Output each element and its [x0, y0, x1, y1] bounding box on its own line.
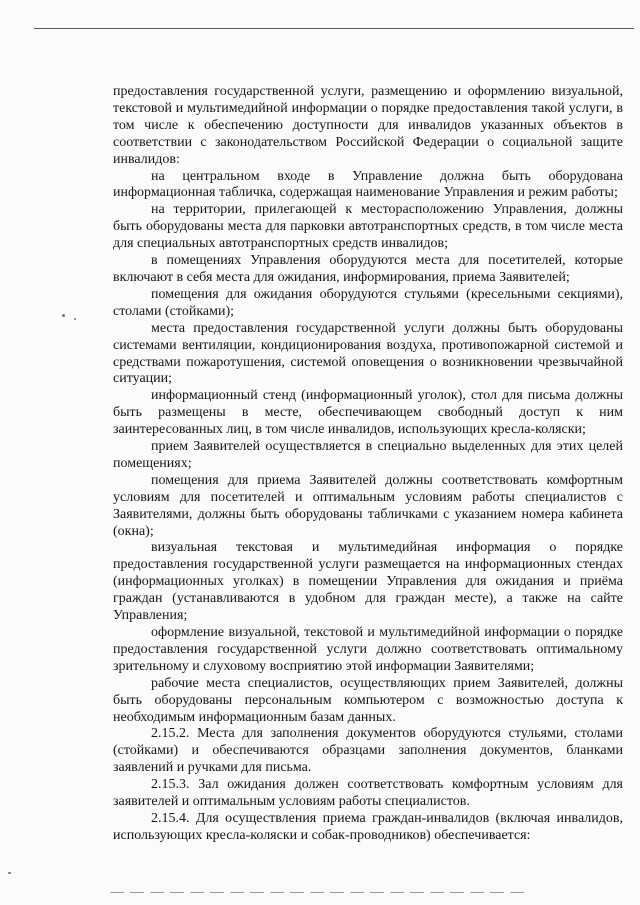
paragraph: оформление визуальной, текстовой и мультимедийной информации о порядке предоставления государственной услуги должно соответствовать оптимальному зрительному и слуховому восприятию этой информации Заявителями; — [113, 625, 623, 674]
paragraph: предоставления государственной услуги, размещению и оформлению визуальной, текстовой и мультимедийной информации о порядке предоставления такой услуги, в том числе к обеспечению доступности для инвалидов указанных объектов в соответствии с законодательством Российской Федерации о социальной защите инвалидов: — [113, 84, 623, 167]
section-paragraph: 2.15.2. Места для заполнения документов оборудуются стульями, столами (стойками) и обеспечиваются образцами заполнения документов, бланками заявлений и ручками для письма. — [113, 726, 623, 776]
paragraph: рабочие места специалистов, осуществляющих прием Заявителей, должны быть оборудованы персональным компьютером с возможностью доступа к необходимым информационным базам данных. — [113, 675, 623, 725]
paragraph: помещения для приема Заявителей должны соответствовать комфортным условиям для посетителей и оптимальным условиям работы специалистов с Заявителями, должны быть оборудованы табличками с указанием номера кабинета (окна); — [113, 472, 623, 539]
paragraph: прием Заявителей осуществляется в специально выделенных для этих целей помещениях; — [113, 439, 623, 471]
scan-artifact-line — [110, 892, 530, 893]
paragraph: на территории, прилегающей к месторасположению Управления, должны быть оборудованы места для парковки автотранспортных средств, в том числе места для специальных автотранспортных средств инвалидов; — [113, 202, 623, 252]
document-body — [113, 84, 623, 845]
paragraph: информационный стенд (информационный уголок), стол для письма должны быть размещены в месте, обеспечивающем свободный доступ к ним заинтересованных лиц, в том числе инвалидов, использующих кресла-коляски; — [113, 388, 623, 438]
section-paragraph: 2.15.3. Зал ожидания должен соответствовать комфортным условиям для заявителей и оптимальным условиям работы специалистов. — [113, 777, 623, 810]
paragraph: визуальная текстовая и мультимедийная информация о порядке предоставления государственной услуги размещается на информационных стендах (информационных уголках) в помещении Управления для ожидания и приёма граждан (устанавливаются в удобном для граждан месте), а также на сайте Управления; — [113, 540, 623, 624]
scan-artifact-dot — [74, 318, 76, 320]
section-paragraph: 2.15.4. Для осуществления приема граждан-инвалидов (включая инвалидов, использующих кресла-коляски и собак-проводников) обеспечивается: — [113, 810, 623, 843]
scan-artifact-dot — [62, 314, 65, 317]
paragraph: в помещениях Управления оборудуются места для посетителей, которые включают в себя места для ожидания, информирования, приема Заявителей; — [113, 253, 623, 285]
paragraph: на центральном входе в Управление должна быть оборудована информационная табличка, содержащая наименование Управления и режим работы; — [113, 168, 623, 201]
scan-artifact-dot — [8, 872, 11, 874]
paragraph: помещения для ожидания оборудуются стульями (кресельными секциями), столами (стойками); — [113, 286, 623, 319]
scan-artifact-line — [34, 28, 634, 29]
paragraph: места предоставления государственной услуги должны быть оборудованы системами вентиляции, кондиционирования воздуха, противопожарной системой и средствами пожаротушения, системой оповещения о возникновении чрезвычайной ситуации; — [113, 320, 623, 387]
